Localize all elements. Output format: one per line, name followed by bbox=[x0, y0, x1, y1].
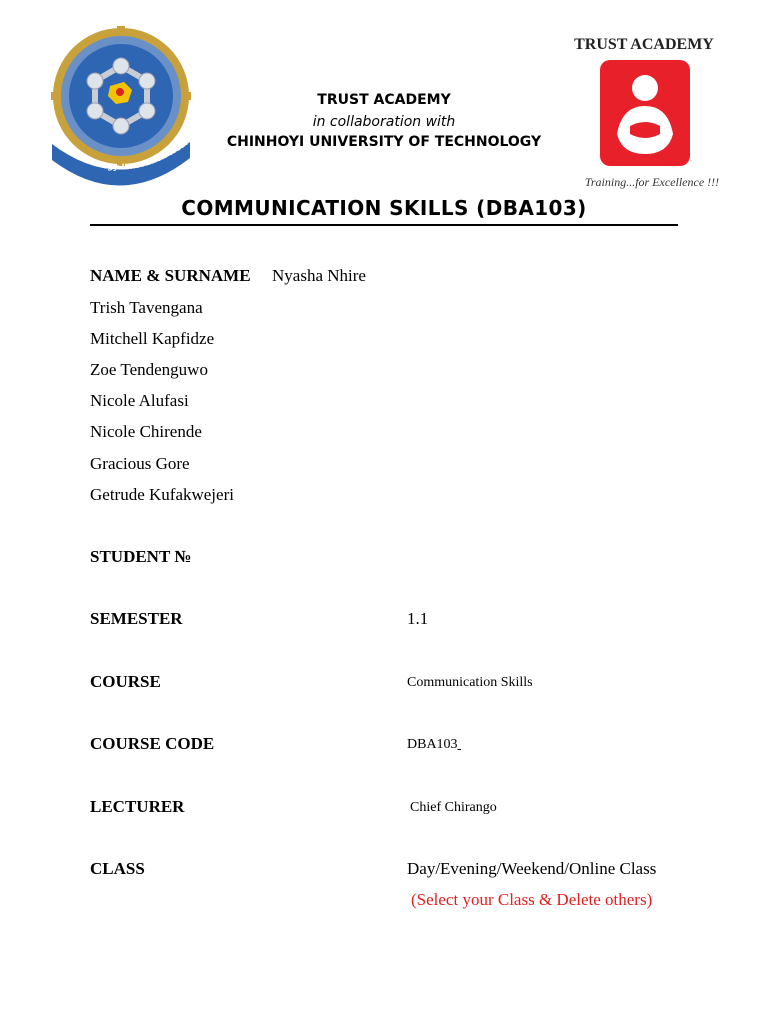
collaboration-text: in collaboration with bbox=[312, 114, 456, 130]
member-name: Mitchell Kapfidze bbox=[90, 329, 215, 348]
member-name-first: Nyasha Nhire bbox=[272, 266, 366, 285]
member-name: Nicole Chirende bbox=[90, 422, 202, 441]
document-title: COMMUNICATION SKILLS (DBA103) bbox=[181, 196, 587, 220]
logo-slogan: Training...for Excellence !!! bbox=[584, 175, 720, 189]
class-label: CLASS bbox=[90, 859, 145, 878]
lecturer-value: Chief Chirango bbox=[410, 800, 497, 815]
seal-ring-text: Technology Innovation Weal bbox=[69, 138, 190, 172]
member-name: Gracious Gore bbox=[90, 454, 190, 473]
semester-label: SEMESTER bbox=[90, 609, 183, 628]
course-code-value: DBA103 bbox=[407, 737, 458, 752]
course-label: COURSE bbox=[90, 672, 161, 691]
name-label: NAME & SURNAME bbox=[90, 266, 251, 285]
partner-name: CHINHOYI UNIVERSITY OF TECHNOLOGY bbox=[226, 134, 542, 150]
trust-academy-logo bbox=[560, 26, 742, 202]
chinhoyi-university-logo bbox=[48, 26, 194, 186]
course-code-label: COURSE CODE bbox=[90, 734, 215, 753]
course-value: Communication Skills bbox=[407, 675, 533, 690]
logo-title: TRUST ACADEMY bbox=[574, 36, 714, 53]
student-number-label: STUDENT № bbox=[90, 547, 192, 566]
lecturer-label: LECTURER bbox=[90, 797, 185, 816]
member-name: Getrude Kufakwejeri bbox=[90, 485, 234, 504]
class-note: (Select your Class & Delete others) bbox=[411, 890, 653, 909]
class-value: Day/Evening/Weekend/Online Class bbox=[407, 859, 657, 878]
title-underline bbox=[90, 224, 678, 226]
member-name: Nicole Alufasi bbox=[90, 391, 189, 410]
semester-value: 1.1 bbox=[407, 609, 429, 628]
member-name: Trish Tavengana bbox=[90, 298, 203, 317]
member-name: Zoe Tendenguwo bbox=[90, 360, 208, 379]
institution-name: TRUST ACADEMY bbox=[317, 92, 451, 108]
